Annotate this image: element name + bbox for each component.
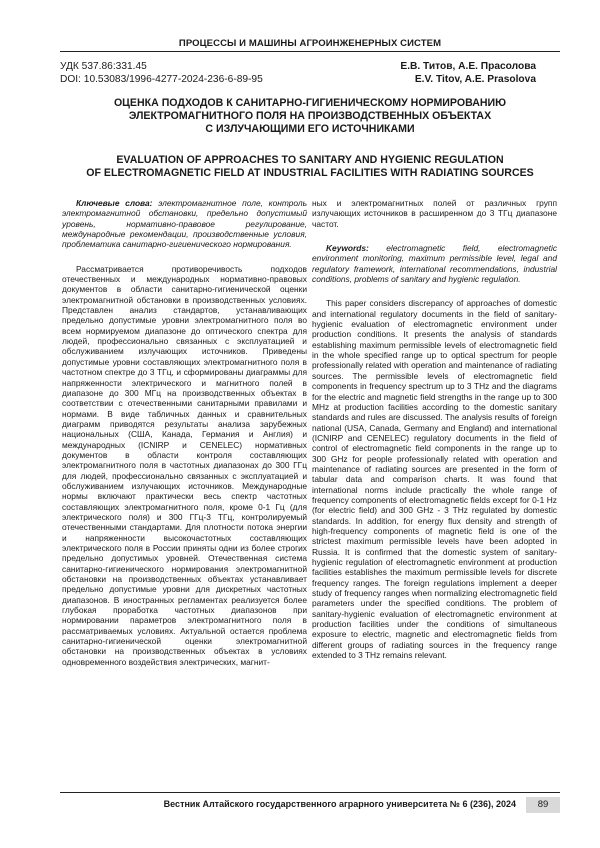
article-metadata (60, 60, 263, 86)
keywords-ru-text: электромагнитное поле, контроль электромагнитной обстановки, предельно допустимый уровень, нормативно-правовое регулирование, международные рекомендации, производственные условия, проблематика санитарно-гигиенического нормирования. (62, 198, 308, 250)
authors-en: E.V. Titov, A.E. Prasolova (414, 74, 536, 85)
keywords-en-text: electromagnetic field, electromagnetic environment monitoring, maximum permissible level, legal and regulatory framework, international recommendations, industrial conditions, problems of sanitary and hygienic regulation. (312, 243, 558, 285)
right-column (312, 198, 557, 660)
authors-ru: Е.В. Титов, А.Е. Прасолова (400, 61, 536, 72)
title-en-line: EVALUATION OF APPROACHES TO SANITARY AND HYGIENIC REGULATION (116, 154, 504, 166)
title-ru-line: С ИЗЛУЧАЮЩИМИ ЕГО ИСТОЧНИКАМИ (205, 123, 415, 135)
journal-citation: Вестник Алтайского государственного аграрного университета № 6 (236), 2024 (163, 799, 516, 809)
keywords-en-label: Keywords: (326, 243, 369, 254)
page-number: 89 (526, 797, 560, 813)
abstract-en: This paper considers discrepancy of approaches of domestic and international regulatory documents in the field of sanitary-hygienic evaluation of electromagnetic environment under production conditions. It presents the analysis of standards establishing maximum permissible levels of electromagnetic field in the whole specified range up to optical spectrum for people professionally related with operation and maintenance of radiating sources. The permissible levels of electromagnetic field components in frequency spectrum up to 3 THz and the diagrams for the electric and magnetic field strengths in the range up to 300 MHz at production facilities according to the domestic sanitary standards and rules are discussed. The analysis results of foreign national (USA, Canada, Germany and England) and international (ICNIRP and CENELEC) regulatory documents in the field of control of electromagnetic field components in the range up to 300 GHz for people professionally related with operation and maintenance of radiating sources are presented in the form of tabular data and comparison charts. It was found that international norms include practically the whole range of frequency components of electromagnetic fields except for 0-1 Hz (for electric field) and 300 GHz - 3 THz regulated by domestic standards. In addition, for energy flux density and strength of high-frequency components of magnetic field is one of the strictest maximum permissible levels have been adopted in Russia. It is confirmed that the domestic system of sanitary-hygienic regulation of electromagnetic environment at production facilities establishes the maximum permissible levels for discrete frequency ranges. The foreign regulations implement a deeper study of frequency ranges when normalizing electromagnetic field parameters under the specified conditions. The problem of sanitary-hygienic evaluation of electromagnetic environment at production facilities under the conditions of simultaneous exposure to electric, magnetic and electromagnetic fields from different groups of radiating sources in the frequency range extended to 3 THz remains relevant. (312, 298, 557, 661)
article-title-ru (60, 97, 560, 136)
keywords-ru-label: Ключевые слова: (76, 198, 153, 208)
left-column (62, 198, 307, 667)
title-ru-line: ЭЛЕКТРОМАГНИТНОГО ПОЛЯ НА ПРОИЗВОДСТВЕННЫХ ОБЪЕКТАХ (128, 110, 492, 122)
doi: DOI: 10.53083/1996-4277-2024-236-6-89-95 (60, 74, 263, 85)
title-ru-line: ОЦЕНКА ПОДХОДОВ К САНИТАРНО-ГИГИЕНИЧЕСКОМУ НОРМИРОВАНИЮ (113, 97, 507, 109)
keywords-ru (62, 198, 307, 250)
page-footer (60, 797, 560, 813)
footer-divider (60, 792, 560, 793)
authors (400, 60, 536, 86)
title-en-line: OF ELECTROMAGNETIC FIELD AT INDUSTRIAL FACILITIES WITH RADIATING SOURCES (86, 167, 534, 179)
keywords-en (312, 243, 557, 284)
journal-section-header: ПРОЦЕССЫ И МАШИНЫ АГРОИНЖЕНЕРНЫХ СИСТЕМ (178, 38, 442, 49)
header-divider (60, 51, 560, 52)
udc-code: УДК 537.86:331.45 (60, 61, 147, 72)
abstract-ru-continued: ных и электромагнитных полей от различных групп излучающих источников в расширенном до 3 ТГц диапазоне частот. (312, 198, 557, 229)
abstract-ru: Рассматривается противоречивость подходов отечественных и международных нормативно-правовых документов в области санитарно-гигиенической оценки электромагнитной обстановки в производственных условиях. Представлен анализ стандартов, устанавливающих предельно допустимые уровни электромагнитного поля во всем нормируемом диапазоне до оптического спектра для людей, профессионально связанных с эксплуатацией и обслуживанием излучающих источников. Приведены допустимые уровни составляющих электромагнитного поля в частотном спектре до 3 ТГц, и сформированы диаграммы для напряженности электрического и магнитного полей в диапазоне до 300 МГц на производственных объектах в соответствии с отечественными санитарными правилами и нормами. В виде табличных данных и сравнительных диаграмм приводятся результаты анализа зарубежных национальных (США, Канада, Германия и Англия) и международных (ICNIRP и CENELEC) нормативных документов в области контроля составляющих электромагнитного поля в частотных диапазонах до 300 ГГц для людей, профессионально связанных с эксплуатацией и обслуживанием излучающих источников. Международные нормы включают практически весь спектр частотных составляющих электромагнитного поля, кроме 0-1 Гц (для электрического поля) и 300 ГГц-3 ТГц, контролируемый отечественными стандартами. Для плотности потока энергии и напряженности высокочастотных составляющих электрического поля в России приняты одни из более строгих предельно допустимых уровней. Отечественная система санитарно-гигиенического нормирования электромагнитной обстановки на производственных объектах устанавливает предельно допустимые уровни для дискретных частотных диапазонов. В иностранных регламентах реализуется более глубокая проработка частотных диапазонов при нормировании параметров электромагнитного поля в рассматриваемых условиях. Актуальной остается проблема санитарно-гигиенической оценки электромагнитной обстановки на производственных объектах в условиях одновременного воздействия электрических, магнит- (62, 263, 307, 667)
article-title-en (60, 154, 560, 180)
